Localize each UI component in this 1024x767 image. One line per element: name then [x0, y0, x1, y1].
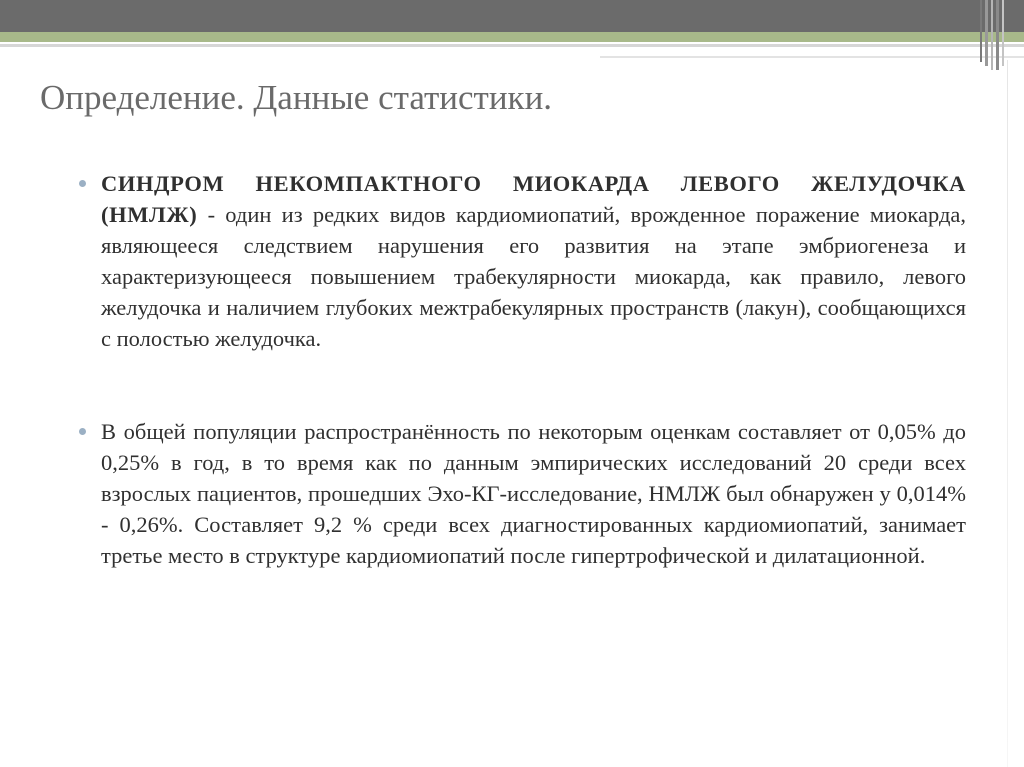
- top-accent-bar: [0, 32, 1024, 42]
- top-thin-line: [0, 44, 1024, 47]
- slide-content: [76, 168, 966, 571]
- slide-title: Определение. Данные статистики.: [40, 78, 553, 117]
- bullet-dot-icon: [79, 428, 86, 435]
- bullet-dot-icon: [79, 180, 86, 187]
- definition-text: - один из редких видов кардиомиопатий, врожденное поражение миокарда, являющееся следствием нарушения его развития на этапе эмбриогенеза и характеризующееся повышением трабекулярности миокарда, как правило, левого желудочка и наличием глубоких межтрабекулярных пространств (лакун), сообщающихся с полостью желудочка.: [101, 202, 966, 351]
- corner-stripes: [980, 0, 1024, 70]
- page-edge-line: [1007, 60, 1008, 767]
- bullet-item-statistics: [76, 416, 966, 571]
- top-dark-bar: [0, 0, 1024, 32]
- term-name: СИНДРОМ НЕКОМПАКТНОГО МИОКАРДА ЛЕВОГО ЖЕЛУДОЧКА (НМЛЖ): [101, 171, 966, 227]
- bullet-item-definition: [76, 168, 966, 354]
- statistics-text: В общей популяции распространённость по некоторым оценкам составляет от 0,05% до 0,25% в год, в то время как по данным эмпирических исследований 20 среди всех взрослых пациентов, прошедших Эхо-КГ-исследование, НМЛЖ был обнаружен у 0,014% - 0,26%. Составляет 9,2 % среди всех диагностированных кардиомиопатий, занимает третье место в структуре кардиомиопатий после гипертрофической и дилатационной.: [101, 419, 966, 568]
- top-thin-line-short: [600, 56, 1024, 58]
